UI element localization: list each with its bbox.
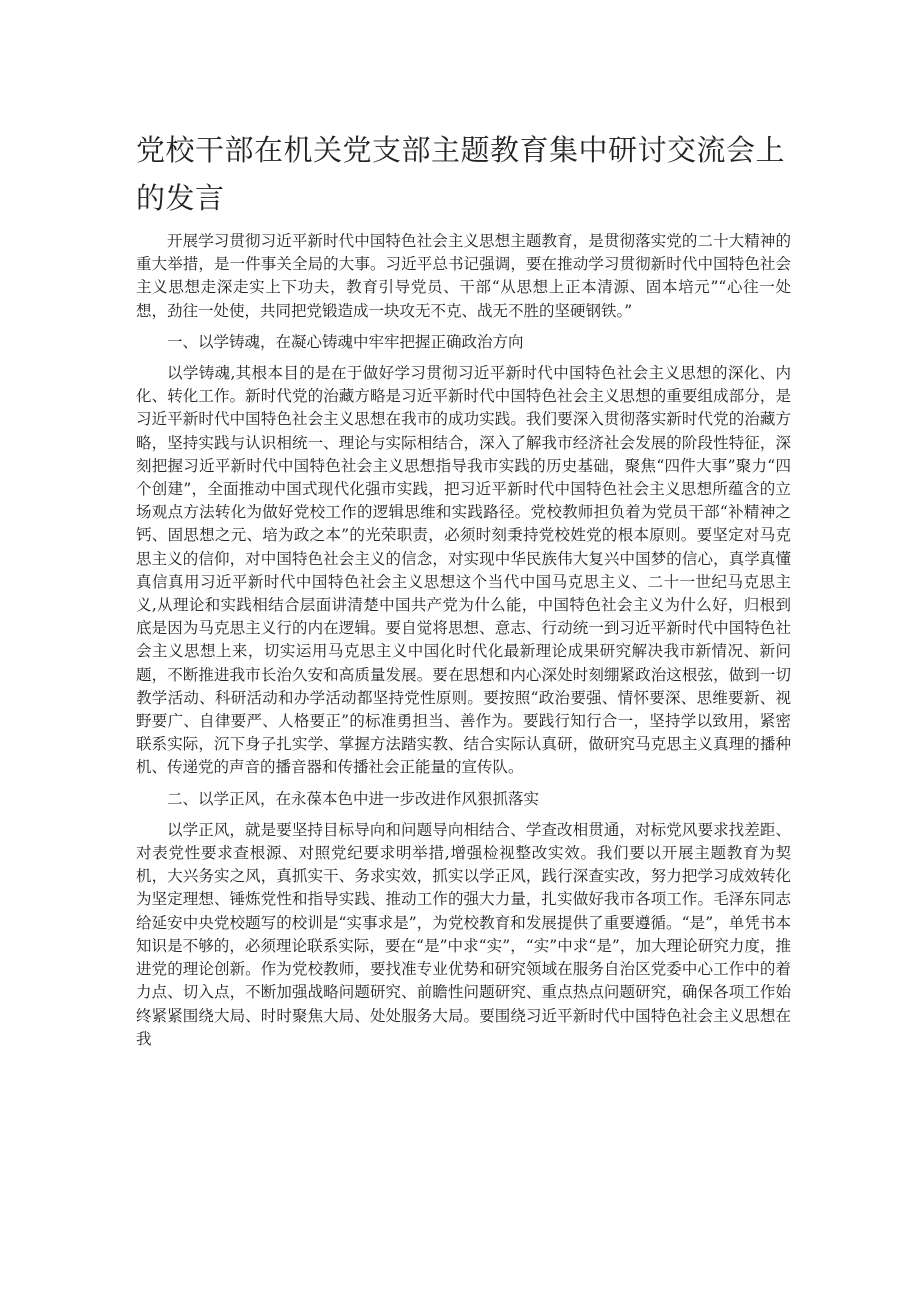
section-heading-2: 二、以学正风，在永葆本色中进一步改进作风狠抓落实 — [167, 789, 540, 808]
document-body — [136, 230, 791, 1059]
section-heading-1: 一、以学铸魂，在凝心铸魂中牢牢把握正确政治方向 — [167, 332, 524, 351]
intro-paragraph: 开展学习贯彻习近平新时代中国特色社会主义思想主题教育，是贯彻落实党的二十大精神的重大举措，是一件事关全局的大事。习近平总书记强调，要在推动学习贯彻新时代中国特色社会主义思想走深走实上下功夫，教育引导党员、干部“从思想上正本清源、固本培元”“心往一处想，劲往一处使，共同把党锻造成一块攻无不克、战无不胜的坚硬钢铁。” — [136, 232, 791, 320]
document-title: 党校干部在机关党支部主题教育集中研讨交流会上的发言 — [136, 133, 786, 215]
section-2-paragraph: 以学正风，就是要坚持目标导向和问题导向相结合、学查改相贯通，对标党风要求找差距、对表党性要求查根源、对照党纪要求明举措,增强检视整改实效。我们要以开展主题教育为契机，大兴务实之风，真抓实干、务求实效，抓实以学正风，践行深查实改，努力把学习成效转化为坚定理想、锤炼党性和指导实践、推动工作的强大力量，扎实做好我市各项工作。毛泽东同志给延安中央党校题写的校训是“实事求是”，为党校教育和发展提供了重要遵循。“是”，单凭书本知识是不够的，必须理论联系实际，要在“是”中求“实”，“实”中求“是”，加大理论研究力度，推进党的理论创新。作为党校教师，要找准专业优势和研究领域在服务自治区党委中心工作中的着力点、切入点，不断加强战略问题研究、前瞻性问题研究、重点热点问题研究，确保各项工作始终紧紧围绕大局、时时聚焦大局、处处服务大局。要围绕习近平新时代中国特色社会主义思想在我 — [136, 820, 791, 1048]
section-1-paragraph: 以学铸魂,其根本目的是在于做好学习贯彻习近平新时代中国特色社会主义思想的深化、内化、转化工作。新时代党的治藏方略是习近平新时代中国特色社会主义思想的重要组成部分，是习近平新时代中国特色社会主义思想在我市的成功实践。我们要深入贯彻落实新时代党的治藏方略，坚持实践与认识相统一、理论与实际相结合，深入了解我市经济社会发展的阶段性特征，深刻把握习近平新时代中国特色社会主义思想指导我市实践的历史基础，聚焦“四件大事”聚力“四个创建”，全面推动中国式现代化强市实践，把习近平新时代中国特色社会主义思想所蕴含的立场观点方法转化为做好党校工作的逻辑思维和实践路径。党校教师担负着为党员干部“补精神之钙、固思想之元、培为政之本”的光荣职责，必须时刻秉持党校姓党的根本原则。要坚定对马克思主义的信仰，对中国特色社会主义的信念，对实现中华民族伟大复兴中国梦的信心，真学真懂真信真用习近平新时代中国特色社会主义思想这个当代中国马克思主义、二十一世纪马克思主义,从理论和实践相结合层面讲清楚中国共产党为什么能，中国特色社会主义为什么好，归根到底是因为马克思主义行的内在逻辑。要自觉将思想、意志、行动统一到习近平新时代中国特色社会主义思想上来，切实运用马克思主义中国化时代化最新理论成果研究解决我市新情况、新问题，不断推进我市长治久安和高质量发展。要在思想和内心深处时刻绷紧政治这根弦，做到一切教学活动、科研活动和办学活动都坚持党性原则。要按照“政治要强、情怀要深、思维要新、视野要广、自律要严、人格要正”的标准勇担当、善作为。要践行知行合一，坚持学以致用，紧密联系实际，沉下身子扎实学、掌握方法踏实教、结合实际认真研，做研究马克思主义真理的播种机、传递党的声音的播音器和传播社会正能量的宣传队。 — [136, 364, 791, 777]
